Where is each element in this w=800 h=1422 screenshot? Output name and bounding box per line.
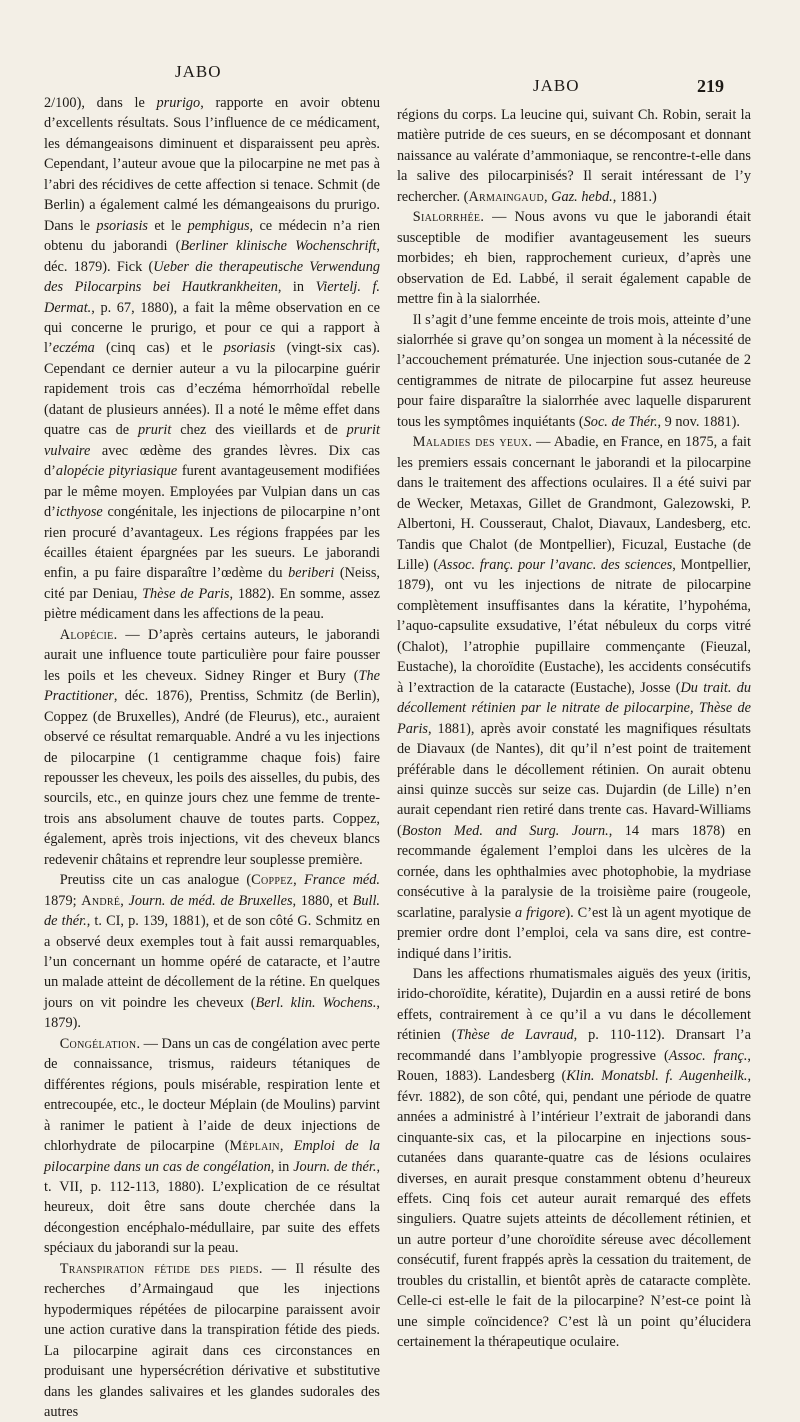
left-column-paragraph: Transpiration fétide des pieds. — Il résulte des recherches d’Armaingaud que les injections hypodermiques répétées de pilocarpine paraissent avoir une action curative dans la transpiration fétide des pieds. La pilocarpine agirait dans ces circonstances en produisant une hypersécrétion dérivative et substitutive dans les glandes salivaires et les glandes sudorales des autres <box>44 1260 380 1420</box>
left-running-title: JABO <box>175 62 222 81</box>
running-header <box>0 62 800 96</box>
right-text-column <box>397 105 751 1353</box>
right-column-paragraph: régions du corps. La leucine qui, suivant Ch. Robin, serait la matière putride de ces sueurs, en se décomposant et donnant naissance au valérate d’ammoniaque, se rencontre-t-elle dans la salive des pilocarpinisés? Il serait intéressant de l’y rechercher. (Armaingaud, Gaz. hebd., 1881.) <box>397 107 751 205</box>
left-column-paragraph: Alopécie. — D’après certains auteurs, le jaborandi aurait une influence toute particulière pour faire pousser les poils et les cheveux. Sidney Ringer et Bury (The Practitioner, déc. 1876), Prentiss, Schmitz (de Berlin), Coppez (de Bruxelles), André (de Fleurus), etc., auraient observé ce résultat remarquable. André a vu les injections de pilocarpine (1 centigramme chaque fois) faire repousser les cheveux, les poils des aisselles, du pubis, des sourcils, etc., en quinze jours chez une femme de trente-trois ans absolument chauve de toutes parts. Coppez, également, après trois injections, vit des cheveux blancs redevenir châtains et reprendre leur souplesse première. <box>44 626 380 868</box>
left-column-paragraph: 2/100), dans le prurigo, rapporte en avoir obtenu d’excellents résultats. Sous l’influence de ce médicament, les démangeaisons diminuent et disparaissent peu après. Cependant, l’auteur avoue que la pilocarpine ne met pas à l’abri des récidives de cette affection si tenace. Schmit (de Berlin) a également calmé les démangeaisons du prurigo. Dans le psoriasis et le pemphigus, ce médecin n’a rien obtenu du jaborandi (Berliner klinische Wochenschrift, déc. 1879). Fick (Ueber die therapeutische Verwendung des Pilocarpins bei Hautkrankheiten, in Viertelj. f. Dermat., p. 67, 1880), a fait la même observation en ce qui concerne le prurigo, et pour ce qui a rapport à l’eczéma (cinq cas) et le psoriasis (vingt-six cas). Cependant ce dernier auteur a vu la pilocarpine guérir rapidement trois cas d’eczéma hémorrhoïdal rebelle (datant de plusieurs années). Il a noté le même effet dans quatre cas de prurit chez des vieillards et de prurit vulvaire avec œdème des grandes lèvres. Dix cas d’alopécie pityriasique furent avantageusement modifiées par le même moyen. Employées par Vulpian dans un cas d’icthyose congénitale, les injections de pilocarpine n’ont rien procuré d’avantageux. Les régions frappées par les écailles étaient épargnées par les sueurs. Le jaborandi enfin, a pu faire disparaître l’œdème du beriberi (Neiss, cité par Deniau, Thèse de Paris, 1882). En somme, assez piètre médicament dans les affections de la peau. <box>44 95 381 623</box>
right-running-title: JABO <box>533 76 580 95</box>
left-column-paragraph: Preutiss cite un cas analogue (Coppez, France méd. 1879; André, Journ. de méd. de Bruxelles, 1880, et Bull. de thér., t. CI, p. 139, 1881), et de son côté G. Schmitz en a observé deux exemples tout à fait aussi remarquables, l’un concernant un homme opéré de cataracte, et l’autre un malade atteint de décollement de la rétine. En quelques jours on vit poindre les cheveux (Berl. klin. Wochens., 1879). <box>44 872 380 1032</box>
page-number: 219 <box>697 76 724 96</box>
right-column-paragraph: Il s’agit d’une femme enceinte de trois mois, atteinte d’une sialorrhée si grave qu’on songea un moment à la nécessité de l’accouchement prématurée. Une injection sous-cutanée de 2 centigrammes de nitrate de pilocarpine fut assez heureuse pour faire disparaître la sialorrhée avec laquelle disparurent tous les symptômes inquiétants (Soc. de Thér., 9 nov. 1881). <box>397 311 751 430</box>
left-text-column <box>44 93 380 1422</box>
right-column-paragraph: Sialorrhée. — Nous avons vu que le jaborandi était susceptible de modifier avantageusement les sueurs morbides; eh bien, rapprochement curieux, d’après une observation de Ed. Labbé, il serait également capable de mettre fin à la sialorrhée. <box>397 209 751 308</box>
right-column-paragraph: Maladies des yeux. — Abadie, en France, en 1875, a fait les premiers essais concernant le jaborandi et la pilocarpine dans le traitement des affections oculaires. Il a été suivi par de Wecker, Metaxas, Gillet de Grandmont, Galezowski, P. Albertoni, H. Cousseraut, Chalot, Diavaux, Landesberg, etc. Tandis que Chalot (de Montpellier), Ficuzal, Eustache (de Lille) (Assoc. franç. pour l’avanc. des sciences, Montpellier, 1879), ont vu les injections de nitrate de pilocarpine complètement insuffisantes dans la kératite, l’hypohéma, l’aquo-capsulite exsudative, l’état nébuleux du corps vitré (Chalot), l’atrophie pupillaire commençante (Fieuzal, Eustache), la choroïdite (Eustache), les accidents consécutifs à l’extraction de la cataracte (Eustache), Josse (Du trait. du décollement rétinien par le nitrate de pilocarpine, Thèse de Paris, 1881), après avoir constaté les magnifiques résultats de Diavaux (de Nantes), dit qu’il n’est point de traitement préférable dans le décollement rétinien. On aurait obtenu ainsi quinze succès sur seize cas. Dujardin (de Lille) n’en aurait cependant rien retiré dans trente cas. Havard-Williams (Boston Med. and Surg. Journ., 14 mars 1878) en recommande également l’emploi dans les ulcères de la cornée, dans les ophthalmies avec photophobie, la mydriase consécutive à la paralysie de la troisième paire (rougeole, scarlatine, paralysie a frigore). C’est là un agent myotique de premier ordre dont l’emploi, cela va sans dire, est contre-indiqué dans l’iritis. <box>397 434 752 962</box>
left-column-paragraph: Congélation. — Dans un cas de congélation avec perte de connaissance, trismus, raideurs tétaniques de différentes régions, pouls misérable, respiration lente et entrecoupée, etc., le docteur Méplain (de Moulins) parvint à ranimer le patient à l’aide de deux injections de chlorhydrate de pilocarpine (Méplain, Emploi de la pilocarpine dans un cas de congélation, in Journ. de thér., t. VII, p. 112-113, 1880). L’explication de ce résultat heureux, doit être sans doute cherchée dans la décongestion encéphalo-médullaire, par suite des effets spéciaux du jaborandi sur la peau. <box>44 1035 381 1257</box>
right-column-paragraph: Dans les affections rhumatismales aiguës des yeux (iritis, irido-choroïdite, kératite), Dujardin en a aussi retiré de bons effets, contrairement à ce qu’il a vu dans le décollement rétinien (Thèse de Lavraud, p. 110-112). Dransart l’a recommandé dans l’amblyopie progressive (Assoc. franç., Rouen, 1883). Landesberg (Klin. Monatsbl. f. Augenheilk., févr. 1882), de son côté, qui, pendant une période de quatre années a administré à l’intérieur l’extrait de jaborandi dans cinquante-six cas, et la pilocarpine en injections sous-cutanées dans quarante-quatre cas de lésions oculaires diverses, en aurait presque constamment obtenu d’heureux effets. Cinq fois cet auteur aurait remarqué des effets singuliers. Quatre sujets atteints de décollement rétinien, et un autre porteur d’une choroïdite séreuse avec décollement consécutif, furent frappés après la cessation du traitement, de troubles du cristallin, et bientôt après de cataracte complète. Celle-ci est-elle le fait de la pilocarpine? N’est-ce point là une simple coïncidence? C’est là un point qu’élucidera certainement la thérapeutique oculaire. <box>397 966 752 1351</box>
